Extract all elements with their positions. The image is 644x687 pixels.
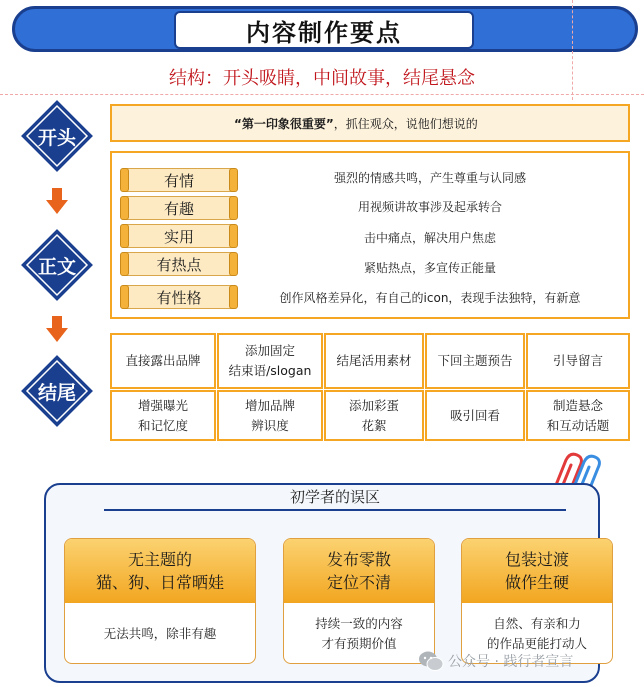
mistake-3-advice: 自然、有亲和力 的作品更能打动人: [486, 616, 587, 651]
body-tag-2: 有趣: [124, 196, 234, 220]
ending-effect-2: 增加品牌 辨识度: [217, 390, 323, 441]
body-desc-5: 创作风格差异化，有自己的icon，表现手法独特，有新意: [279, 290, 581, 305]
ending-label: 结尾: [37, 381, 76, 404]
ending-effect-3: 添加彩蛋 花絮: [324, 390, 424, 441]
page-title: 内容制作要点: [174, 11, 474, 49]
ending-method-4: 下回主题预告: [425, 333, 525, 389]
opening-diamond: [17, 96, 97, 176]
mistake-card-2: [283, 538, 435, 664]
opening-label: 开头: [37, 126, 76, 149]
ending-effect-1: 增强曝光 和记忆度: [110, 390, 216, 441]
guide-line-vertical: [572, 0, 573, 100]
down-arrow-1: [46, 188, 68, 214]
ending-effect-5: 制造悬念 和互动话题: [526, 390, 630, 441]
mistake-1-heading: 无主题的 猫、狗、日常晒娃: [65, 539, 255, 603]
body-tag-5: 有性格: [124, 285, 234, 309]
mistakes-title: 初学者的误区: [104, 483, 566, 511]
ending-method-5: 引导留言: [526, 333, 630, 389]
body-tag-1: 有情: [124, 168, 234, 192]
wechat-icon: [418, 650, 444, 672]
body-desc-1: 强烈的情感共鸣，产生尊重与认同感: [333, 170, 526, 185]
structure-subtitle: 结构：开头吸睛，中间故事，结尾悬念: [169, 68, 475, 89]
opening-quote: “第一印象很重要”: [234, 116, 334, 131]
body-desc-3: 击中痛点，解决用户焦虑: [363, 230, 496, 245]
body-diamond: [17, 225, 97, 305]
down-arrow-icon: [46, 188, 68, 214]
body-tag-4: 有热点: [124, 252, 234, 276]
ending-effect-4: 吸引回看: [425, 390, 525, 441]
down-arrow-icon: [46, 316, 68, 342]
body-desc-4: 紧贴热点，多宣传正能量: [363, 260, 496, 275]
body-tag-3: 实用: [124, 224, 234, 248]
body-label: 正文: [37, 255, 76, 278]
ending-method-1: 直接露出品牌: [110, 333, 216, 389]
mistake-3-heading: 包装过渡 做作生硬: [462, 539, 612, 603]
mistake-2-advice: 持续一致的内容 才有预期价值: [315, 616, 403, 651]
opening-text: ，抓住观众，说他们想说的: [333, 116, 478, 131]
mistake-2-heading: 发布零散 定位不清: [284, 539, 434, 603]
body-desc-2: 用视频讲故事涉及起承转合: [357, 199, 502, 214]
guide-line-horizontal: [0, 94, 644, 95]
mistake-1-advice: 无法共鸣，除非有趣: [103, 626, 217, 641]
down-arrow-2: [46, 316, 68, 342]
ending-diamond: [17, 351, 97, 431]
watermark-text: 公众号 · 践行者宣言: [448, 654, 574, 670]
opening-box: [110, 104, 630, 142]
watermark: [418, 646, 638, 676]
ending-method-3: 结尾活用素材: [324, 333, 424, 389]
mistake-card-1: [64, 538, 256, 664]
ending-method-2: 添加固定 结束语/slogan: [217, 333, 323, 389]
